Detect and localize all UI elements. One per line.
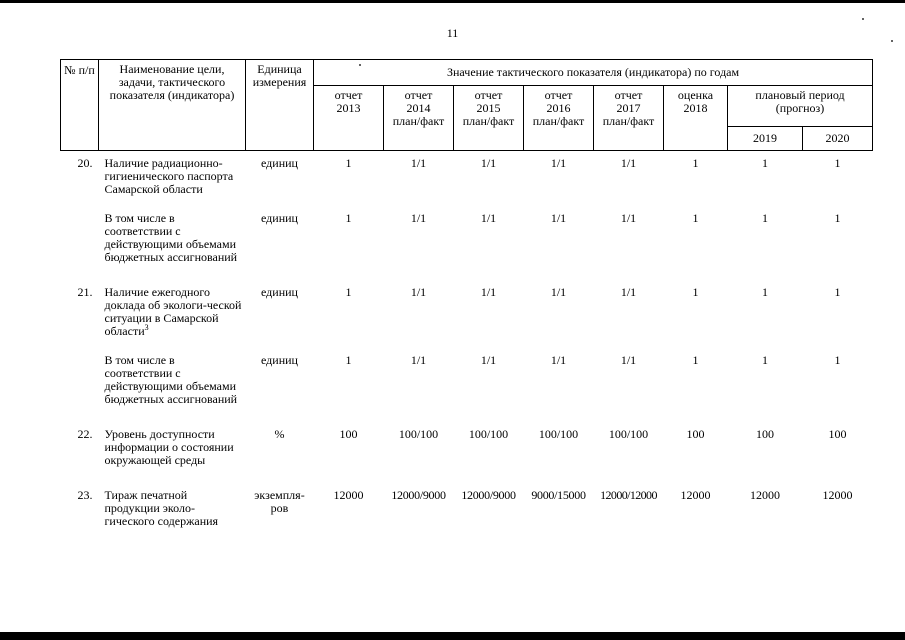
- row-number: [61, 354, 99, 422]
- row-value: 1: [345, 353, 352, 367]
- row-value: 100: [756, 427, 774, 441]
- row-value: 1/1: [410, 285, 427, 299]
- row-unit: единиц: [261, 211, 298, 225]
- row-value: 1/1: [550, 211, 567, 225]
- row-value: 12000: [680, 488, 711, 502]
- row-value: 1: [834, 285, 841, 299]
- row-value: 12000/12000: [600, 488, 657, 502]
- row-name: В том числе в соответствии с действующими объемами бюджетных ассигнований: [104, 353, 238, 406]
- row-value: 100/100: [608, 427, 649, 441]
- row-value: 12000/9000: [461, 488, 516, 502]
- row-value: 100/100: [398, 427, 439, 441]
- row-value: 1/1: [480, 353, 497, 367]
- table-row: [61, 422, 873, 483]
- row-unit: экземпля-ров: [254, 488, 305, 515]
- row-value: 100: [339, 427, 358, 441]
- row-value: 1: [762, 156, 768, 170]
- row-value: 12000: [822, 488, 853, 502]
- table-row: [61, 354, 873, 422]
- row-value: 1/1: [410, 353, 427, 367]
- row-number: 21.: [77, 285, 93, 299]
- row-value: 1: [345, 211, 352, 225]
- row-name: Уровень доступности информации о состоянии окружающей среды: [104, 427, 234, 467]
- row-number: 22.: [77, 427, 93, 441]
- row-name: Тираж печатной продукции эколо-гического содержания: [104, 488, 219, 528]
- header-year-2018: оценка 2018: [664, 86, 728, 151]
- header-unit: Единица измерения: [246, 60, 314, 151]
- row-value: 1: [692, 353, 699, 367]
- row-value: 1/1: [620, 353, 637, 367]
- header-year-2016: отчет 2016 план/факт: [524, 86, 594, 151]
- table-row: [61, 151, 873, 213]
- row-value: 1: [762, 285, 768, 299]
- row-value: 1: [762, 211, 768, 225]
- row-value: 1: [692, 285, 699, 299]
- header-year-2019: 2019: [728, 127, 803, 151]
- row-value: 1/1: [480, 285, 497, 299]
- table-row: [61, 280, 873, 354]
- row-value: 1/1: [550, 285, 567, 299]
- header-year-2020: 2020: [803, 127, 873, 151]
- row-value: 1/1: [550, 353, 567, 367]
- row-value: 1: [834, 353, 841, 367]
- row-name: Наличие радиационно-гигиенического паспорта Самарской области: [104, 156, 234, 196]
- row-value: 1/1: [410, 211, 427, 225]
- header-name: Наименование цели, задачи, тактического показателя (индикатора): [99, 60, 246, 151]
- row-value: 100: [686, 427, 705, 441]
- indicators-table: [60, 59, 873, 544]
- bottom-border-line: [0, 632, 905, 640]
- row-value: 1/1: [480, 156, 497, 170]
- scan-speck: [891, 40, 893, 42]
- row-unit: %: [274, 427, 285, 441]
- row-value: 1/1: [550, 156, 567, 170]
- row-value: 12000: [750, 488, 780, 502]
- row-number: 23.: [77, 488, 93, 502]
- row-value: 1: [692, 156, 699, 170]
- row-value: 100/100: [468, 427, 509, 441]
- header-year-2015: отчет 2015 план/факт: [454, 86, 524, 151]
- row-value: 1: [834, 211, 841, 225]
- row-value: 1/1: [410, 156, 427, 170]
- header-year-2013: отчет 2013: [314, 86, 384, 151]
- row-unit: единиц: [261, 353, 298, 367]
- row-value: 1/1: [620, 211, 637, 225]
- row-value: 1: [834, 156, 841, 170]
- scan-speck: [862, 18, 864, 20]
- header-year-2014: отчет 2014 план/факт: [384, 86, 454, 151]
- row-value: 1: [345, 285, 352, 299]
- row-name: Наличие ежегодного доклада об экологи-ческой ситуации в Самарской области$^3$: [104, 285, 242, 338]
- page-number: 11: [446, 26, 459, 40]
- row-number: [61, 212, 99, 280]
- row-value: 9000/15000: [531, 488, 586, 502]
- row-name: В том числе в соответствии с действующими объемами бюджетных ассигнований: [104, 211, 238, 264]
- header-num: № п/п: [61, 60, 99, 151]
- top-border-line: [0, 0, 905, 3]
- header-planned-period: плановый период (прогноз): [728, 86, 873, 127]
- row-value: 100/100: [538, 427, 579, 441]
- row-value: 12000: [333, 488, 364, 502]
- table-row: [61, 212, 873, 280]
- row-value: 1: [762, 353, 768, 367]
- row-value: 1/1: [620, 285, 637, 299]
- row-value: 100: [828, 427, 847, 441]
- row-unit: единиц: [261, 156, 298, 170]
- row-unit: единиц: [261, 285, 298, 299]
- table-row: [61, 483, 873, 544]
- row-value: 1/1: [480, 211, 497, 225]
- row-number: 20.: [77, 156, 93, 170]
- footnote-mark: 3: [144, 323, 149, 332]
- row-value: 12000/9000: [391, 488, 446, 502]
- row-value: 1: [692, 211, 699, 225]
- header-year-2017: отчет 2017 план/факт: [594, 86, 664, 151]
- row-value: 1: [345, 156, 352, 170]
- header-group-title: Значение тактического показателя (индикатора) по годам: [314, 60, 873, 86]
- row-value: 1/1: [620, 156, 637, 170]
